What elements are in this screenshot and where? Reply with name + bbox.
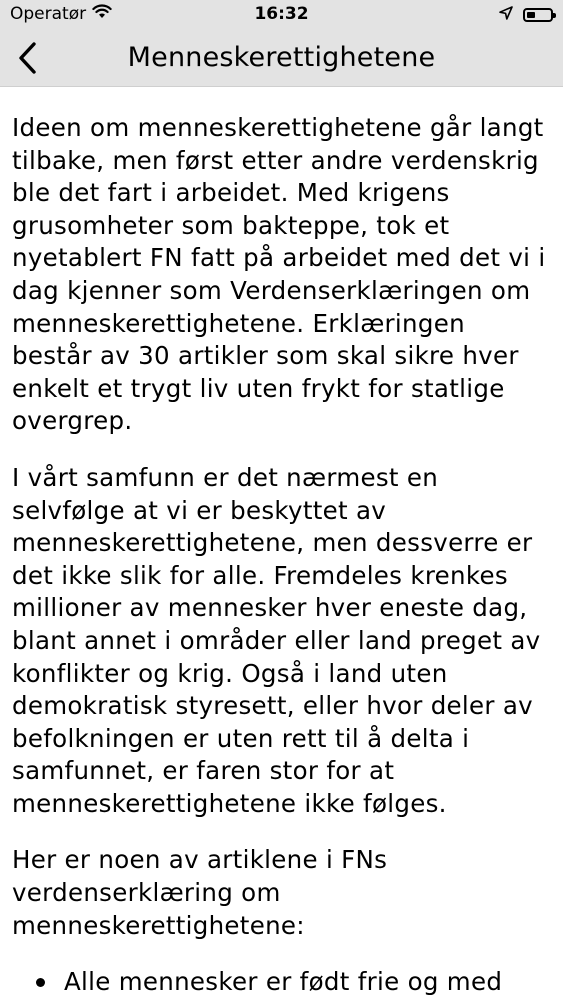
status-bar [0,0,563,30]
location-arrow-icon [499,5,513,25]
article-paragraph: Her er noen av artiklene i FNs verdenserklæring om menneskerettighetene: [12,845,388,940]
status-right [499,5,553,25]
article-paragraph: I vårt samfunn er det nærmest en selvfølge at vi er beskyttet av menneskerettighetene, men dessverre er det ikke slik for alle. Fremdeles krenkes millioner av mennesker hver eneste dag, blant annet i områder eller land preget av konflikter og krig. Også i land uten demokratisk styresett, eller hvor deler av befolkningen er uten rett til å delta i samfunnet, er faren stor for at menneskerettighetene ikke følges. [12,462,541,818]
page-title: Menneskerettighetene [127,42,436,73]
battery-level [527,12,535,18]
list-item: Alle mennesker er født frie og med [12,966,552,999]
battery-icon [523,8,553,22]
navigation-bar [0,30,563,87]
article-paragraph: Ideen om menneskerettighetene går langt tilbake, men først etter andre verdenskrig ble det fart i arbeidet. Med krigens grusomheter som bakteppe, tok et nyetablert FN fatt på arbeidet med det vi i dag kjenner som Verdenserklæringen om menneskerettighetene. Erklæringen består av 30 artikler som skal sikre hver enkelt et trygt liv uten frykt for statlige overgrep. [12,113,546,436]
article-list [12,966,552,999]
status-time: 16:32 [254,4,309,24]
article-content [12,112,552,999]
carrier-label: Operatør [10,4,87,24]
